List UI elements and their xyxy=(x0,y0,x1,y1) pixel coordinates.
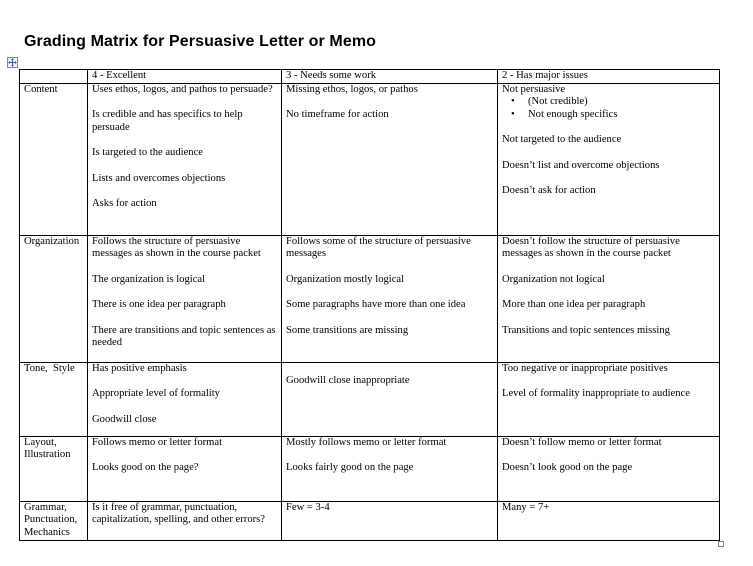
criterion-text: The organization is logical xyxy=(92,273,206,285)
table-header-row xyxy=(20,70,720,84)
criterion-text: Is credible and has specifics to help persuade xyxy=(92,109,243,133)
criterion-text: Follows the structure of persuasive messages as shown in the course packet xyxy=(92,235,261,259)
cell-major-issues xyxy=(498,362,720,436)
criterion-text: Doesn’t follow memo or letter format xyxy=(502,436,662,448)
criterion-text: Some transitions are missing xyxy=(286,324,409,336)
row-label: Organization xyxy=(20,235,88,362)
cell-needs-work xyxy=(282,362,498,436)
row-label: Tone, Style xyxy=(20,362,88,436)
table-row-organization xyxy=(20,235,720,362)
cell-major-issues xyxy=(498,235,720,362)
criterion-heading: Not persuasive xyxy=(502,83,566,95)
criterion-text: Follows memo or letter format xyxy=(92,436,223,448)
criterion-text: Uses ethos, logos, and pathos to persuade? xyxy=(92,83,273,95)
cell-needs-work xyxy=(282,235,498,362)
criterion-text: Level of formality inappropriate to audience xyxy=(502,388,690,399)
document-title: Grading Matrix for Persuasive Letter or Memo xyxy=(24,33,377,50)
criterion-text: There are transitions and topic sentences as needed xyxy=(92,324,276,348)
header-cell-major-issues: 2 - Has major issues xyxy=(498,70,720,84)
cell-excellent xyxy=(88,83,282,235)
header-cell-needs-work: 3 - Needs some work xyxy=(282,70,498,84)
list-item: • Not enough specifics xyxy=(528,109,715,122)
criterion-text: Many = 7+ xyxy=(502,501,550,513)
criterion-text: Organization not logical xyxy=(502,273,605,285)
cell-excellent xyxy=(88,501,282,540)
criterion-text: Looks good on the page? xyxy=(92,462,199,473)
criterion-text: Is targeted to the audience xyxy=(92,147,203,158)
cell-excellent xyxy=(88,436,282,501)
cell-needs-work xyxy=(282,83,498,235)
criterion-text: Missing ethos, logos, or pathos xyxy=(286,83,418,95)
criterion-text: Looks fairly good on the page xyxy=(286,462,414,473)
criterion-text: Few = 3-4 xyxy=(286,501,330,513)
criterion-text: Too negative or inappropriate positives xyxy=(502,362,668,374)
criterion-text: Goodwill close inappropriate xyxy=(286,374,410,386)
criterion-text: Is it free of grammar, punctuation, capitalization, spelling, and other errors? xyxy=(92,501,265,525)
criterion-text: Doesn’t look good on the page xyxy=(502,462,633,473)
cell-major-issues xyxy=(498,83,720,235)
criterion-text: Transitions and topic sentences missing xyxy=(502,324,670,336)
table-move-handle-icon[interactable] xyxy=(7,57,18,68)
table-row-layout-illustration xyxy=(20,436,720,501)
table-row-content xyxy=(20,83,720,235)
criterion-text: Mostly follows memo or letter format xyxy=(286,436,447,448)
row-label: Grammar, Punctuation, Mechanics xyxy=(20,501,88,540)
row-label: Content xyxy=(20,83,88,235)
criterion-text: Appropriate level of formality xyxy=(92,388,220,399)
criterion-text: Goodwill close xyxy=(92,413,157,425)
header-cell-excellent: 4 - Excellent xyxy=(88,70,282,84)
row-label: Layout, Illustration xyxy=(20,436,88,501)
table-row-tone-style xyxy=(20,362,720,436)
grading-matrix-table xyxy=(19,69,720,541)
cell-major-issues xyxy=(498,501,720,540)
cell-excellent xyxy=(88,235,282,362)
criterion-text: Doesn’t list and overcome objections xyxy=(502,159,660,171)
criterion-text: Some paragraphs have more than one idea xyxy=(286,299,466,310)
criterion-text: Follows some of the structure of persuasive messages xyxy=(286,235,471,259)
table-resize-handle-icon[interactable] xyxy=(718,541,724,547)
criterion-text: Organization mostly logical xyxy=(286,273,405,285)
cell-major-issues xyxy=(498,436,720,501)
criterion-text: More than one idea per paragraph xyxy=(502,299,646,310)
criterion-text: Not targeted to the audience xyxy=(502,134,622,145)
cell-needs-work xyxy=(282,436,498,501)
criterion-text: Asks for action xyxy=(92,198,157,209)
list-item: • (Not credible) xyxy=(528,96,715,109)
criterion-text: Doesn’t ask for action xyxy=(502,185,596,196)
criterion-text: Doesn’t follow the structure of persuasive messages as shown in the course packet xyxy=(502,235,680,259)
table-row-grammar xyxy=(20,501,720,540)
bullet-list xyxy=(502,96,715,121)
cell-excellent xyxy=(88,362,282,436)
cell-needs-work xyxy=(282,501,498,540)
header-cell-empty xyxy=(20,70,88,84)
criterion-text: There is one idea per paragraph xyxy=(92,299,226,310)
criterion-text: Lists and overcomes objections xyxy=(92,172,226,184)
criterion-text: No timeframe for action xyxy=(286,109,389,120)
criterion-text: Has positive emphasis xyxy=(92,362,187,374)
